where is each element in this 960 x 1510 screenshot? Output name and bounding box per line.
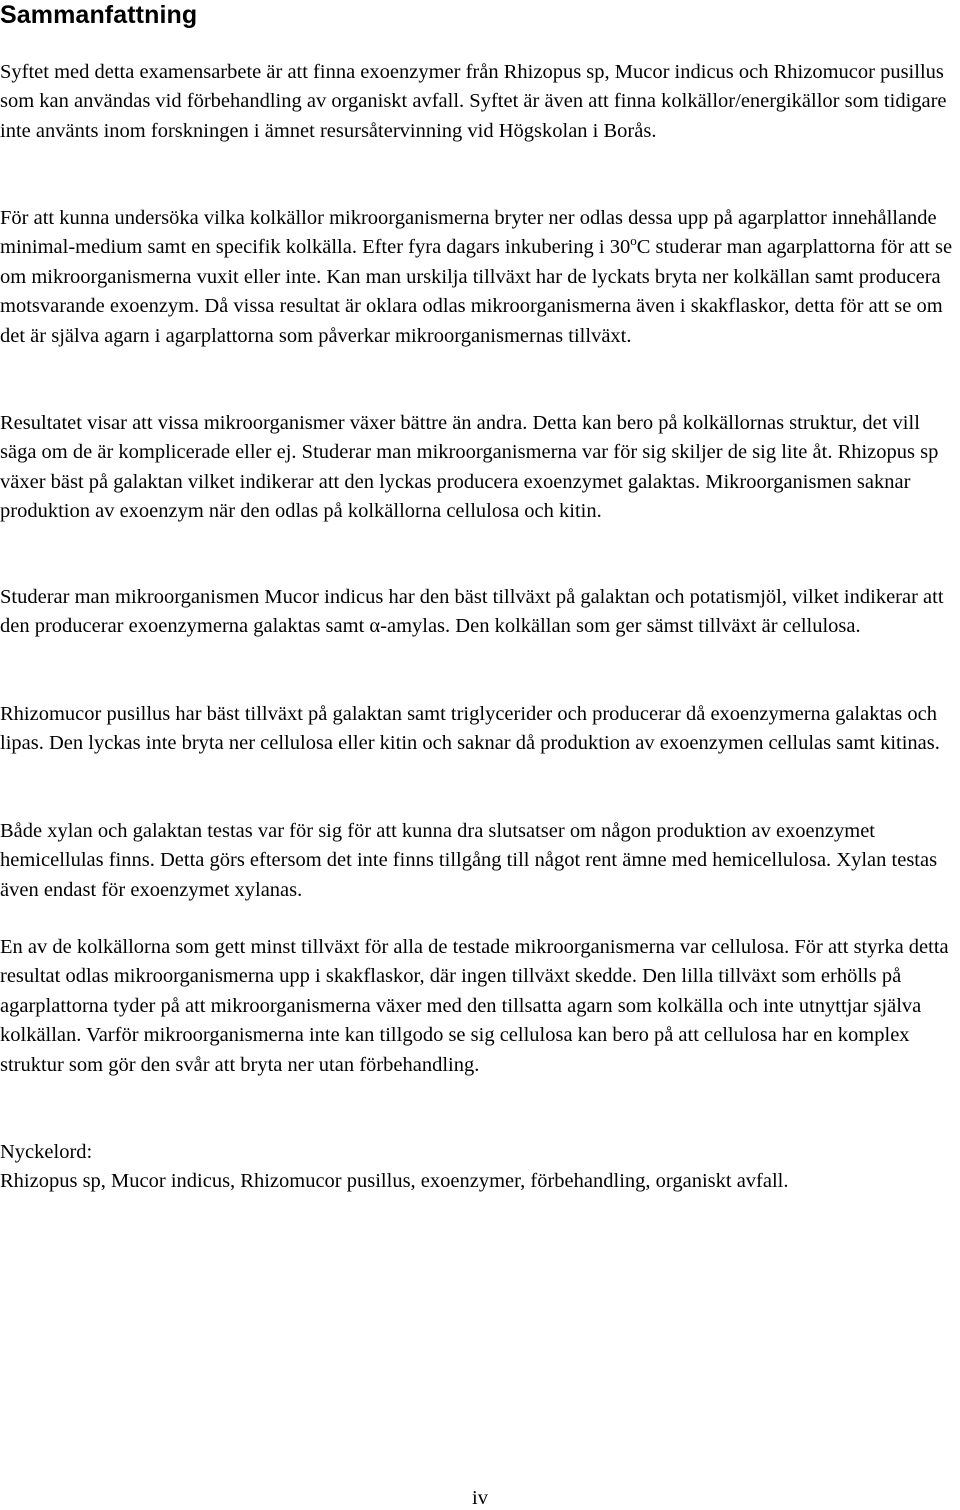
summary-paragraph-mucor: Studerar man mikroorganismen Mucor indicus har den bäst tillväxt på galaktan och potatismjöl, vilket indikerar att den producerar exoenzymerna galaktas samt α-amylas. Den kolkällan som ger sämst tillväxt är cellulosa.: [0, 586, 944, 638]
method-text-start: För att kunna undersöka vilka kolkällor mikroorganismerna bryter ner odlas dessa upp på agarplattor innehållande minimal-medium samt en specifik kolkälla. Efter fyra dagars inkubering i 30: [0, 207, 937, 259]
summary-paragraph-cellulose: En av de kolkällorna som gett minst tillväxt för alla de testade mikroorganismerna var cellulosa. För att styrka detta resultat odlas mikroorganismerna upp i skakflaskor, där ingen tillväxt skedde. Den lilla tillväxt som erhölls på agarplattorna tyder på att mikroorganismerna växer med den tillsatta agarn som kolkälla och inte utnyttjar själva kolkällan. Varför mikroorganismerna inte kan tillgodo se sig cellulosa kan bero på att cellulosa har en komplex struktur som gör den svår att bryta ner utan förbehandling.: [0, 936, 949, 1076]
summary-paragraph-results: Resultatet visar att vissa mikroorganismer växer bättre än andra. Detta kan bero på kolkällornas struktur, det vill säga om de är komplicerade eller ej. Studerar man mikroorganismerna var för sig skiljer de sig lite åt. Rhizopus sp växer bäst på galaktan vilket indikerar att den lyckas producera exoenzymet galaktas. Mikroorganismen saknar produktion av exoenzym när den odlas på kolkällorna cellulosa och kitin.: [0, 412, 939, 523]
summary-paragraph-xylan: Både xylan och galaktan testas var för sig för att kunna dra slutsatser om någon produktion av exoenzymet hemicellulas finns. Detta görs eftersom det inte finns tillgång till något rent ämne med hemicellulosa. Xylan testas även endast för exoenzymet xylanas.: [0, 820, 938, 901]
summary-paragraph-rhizomucor: Rhizomucor pusillus har bäst tillväxt på galaktan samt triglycerider och producerar då exoenzymerna galaktas och lipas. Den lyckas inte bryta ner cellulosa eller kitin och saknar då produktion av exoenzymen cellulas samt kitinas.: [0, 703, 940, 755]
section-heading: Sammanfattning: [0, 1, 198, 29]
method-text-end: C studerar man agarplattorna för att se om mikroorganismerna vuxit eller inte. Kan man urskilja tillväxt har de lyckats bryta ner kolkällan samt producera motsvarande exoenzym. Då vissa resultat är oklara odlas mikroorganismerna även i skakflaskor, detta för att se om det är själva agarn i agarplattorna som påverkar mikroorganismernas tillväxt.: [0, 236, 953, 347]
summary-paragraph-method: [0, 204, 960, 351]
keywords-block: [0, 1138, 960, 1197]
degree-superscript: o: [630, 233, 637, 249]
summary-paragraph-purpose: Syftet med detta examensarbete är att finna exoenzymer från Rhizopus sp, Mucor indicus och Rhizomucor pusillus som kan användas vid förbehandling av organiskt avfall. Syftet är även att finna kolkällor/energikällor som tidigare inte använts inom forskningen i ämnet resursåtervinning vid Högskolan i Borås.: [0, 61, 947, 142]
keywords-list: Rhizopus sp, Mucor indicus, Rhizomucor pusillus, exoenzymer, förbehandling, organiskt avfall.: [0, 1170, 789, 1193]
keywords-label: Nyckelord:: [0, 1141, 93, 1163]
page-number: iv: [472, 1487, 488, 1509]
